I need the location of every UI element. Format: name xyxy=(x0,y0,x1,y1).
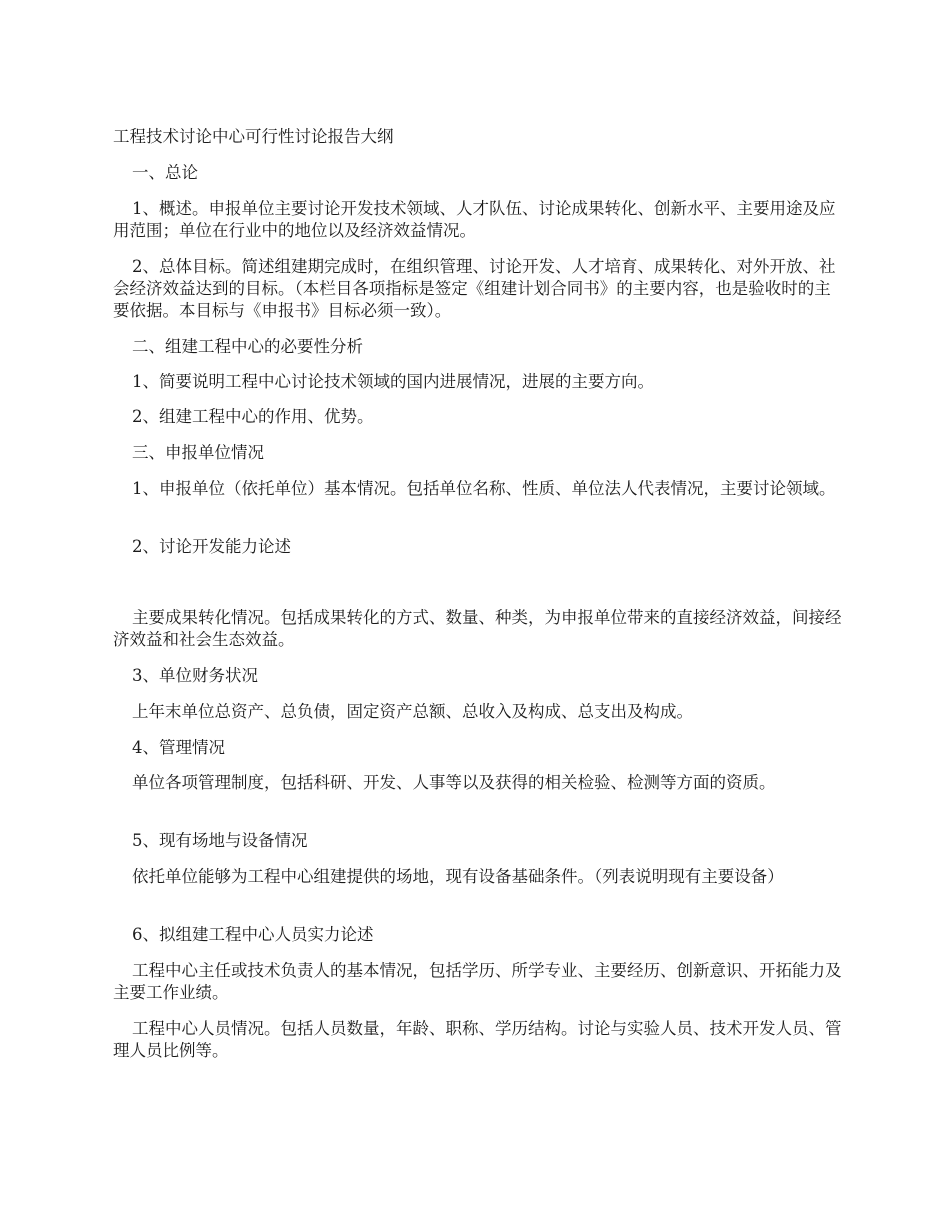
paragraph-staff-info: 工程中心人员情况。包括人员数量，年龄、职称、学历结构。讨论与实验人员、技术开发人员、管理人员比例等。 xyxy=(113,1019,842,1060)
paragraph-director-info: 工程中心主任或技术负责人的基本情况，包括学历、所学专业、主要经历、创新意识、开拓能力及主要工作业绩。 xyxy=(113,961,842,1002)
paragraph-rd-capability: 2、讨论开发能力论述 xyxy=(132,537,291,556)
paragraph-management-detail: 单位各项管理制度，包括科研、开发、人事等以及获得的相关检验、检测等方面的资质。 xyxy=(132,773,776,792)
paragraph-staff-heading: 6、拟组建工程中心人员实力论述 xyxy=(132,925,374,944)
paragraph-overall-goal: 2、总体目标。简述组建期完成时，在组织管理、讨论开发、人才培育、成果转化、对外开放、社会经济效益达到的目标。（本栏目各项指标是签定《组建计划合同书》的主要内容，也是验收时的主要依据。本目标与《申报书》目标必须一致）。 xyxy=(113,257,836,320)
document-title: 工程技术讨论中心可行性讨论报告大纲 xyxy=(113,127,394,146)
section-heading-1: 一、总论 xyxy=(132,163,198,182)
paragraph-role-advantage: 2、组建工程中心的作用、优势。 xyxy=(132,407,374,426)
paragraph-site-heading: 5、现有场地与设备情况 xyxy=(132,831,308,850)
paragraph-achievements: 主要成果转化情况。包括成果转化的方式、数量、种类，为申报单位带来的直接经济效益，间接经济效益和社会生态效益。 xyxy=(113,608,842,649)
paragraph-site-detail: 依托单位能够为工程中心组建提供的场地，现有设备基础条件。（列表说明现有主要设备） xyxy=(132,867,784,886)
paragraph-management-heading: 4、管理情况 xyxy=(132,738,225,757)
paragraph-finance-detail: 上年末单位总资产、总负债，固定资产总额、总收入及构成、总支出及构成。 xyxy=(132,702,693,721)
section-heading-3: 三、申报单位情况 xyxy=(132,443,264,462)
paragraph-overview: 1、概述。申报单位主要讨论开发技术领域、人才队伍、讨论成果转化、创新水平、主要用途及应用范围；单位在行业中的地位以及经济效益情况。 xyxy=(113,199,836,240)
paragraph-applicant-basic: 1、申报单位（依托单位）基本情况。包括单位名称、性质、单位法人代表情况，主要讨论领域。 xyxy=(132,479,836,498)
paragraph-finance-heading: 3、单位财务状况 xyxy=(132,666,258,685)
section-heading-2: 二、组建工程中心的必要性分析 xyxy=(132,337,363,356)
paragraph-domestic-progress: 1、简要说明工程中心讨论技术领域的国内进展情况，进展的主要方向。 xyxy=(132,372,654,391)
